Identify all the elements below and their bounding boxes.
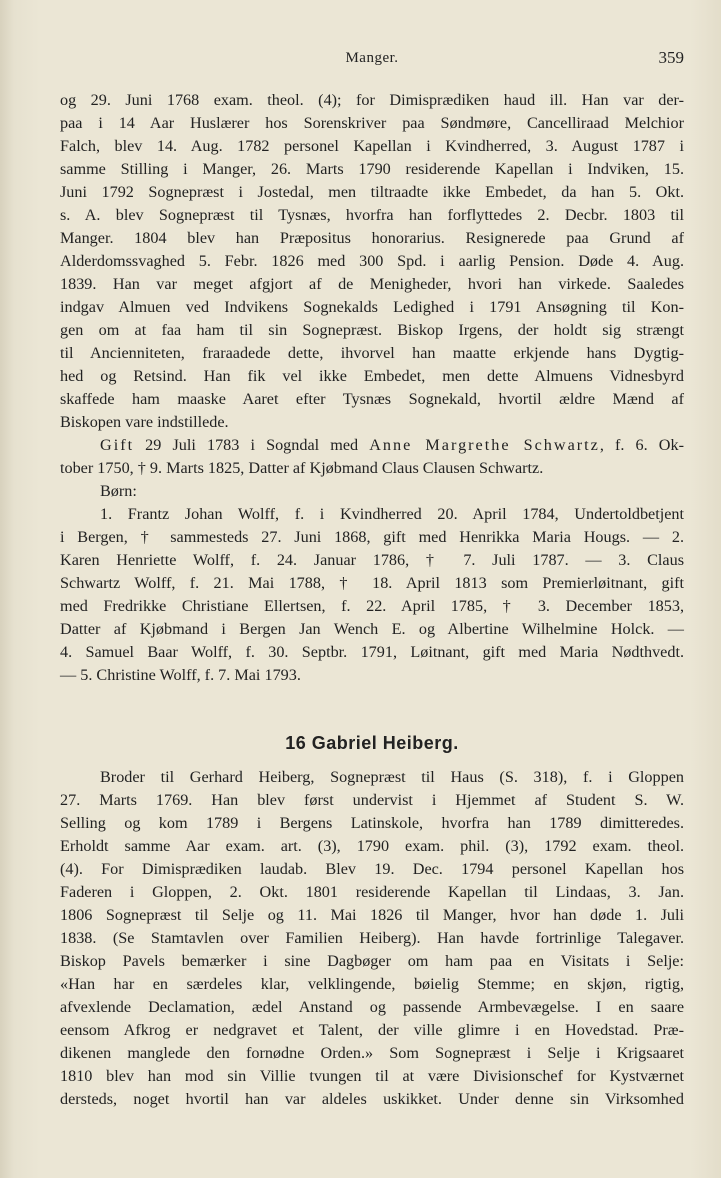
text-line: dersteds, noget hvortil han var aldeles uskikket. Under denne sin Virksomhed [60,1090,684,1108]
text-line: indgav Almuen ved Indvikens Sognekalds Ledighed i 1791 Ansøgning til Kon- [60,298,684,316]
text-line: Erholdt samme Aar exam. art. (3), 1790 exam. phil. (3), 1792 exam. theol. [60,837,684,855]
text-line: med Fredrikke Christiane Ellertsen, f. 22. April 1785, † 3. December 1853, [60,597,684,615]
text-line: dikenen manglede den fornødne Orden.» Som Sognepræst i Selje i Krigsaaret [60,1044,684,1062]
paragraph-heiberg [60,766,684,1111]
text-line: — 5. Christine Wolff, f. 7. Mai 1793. [60,666,301,684]
marriage-line [60,434,684,457]
text-line: afvexlende Declamation, ædel Anstand og passende Armbevægelse. I en saare [60,998,684,1016]
text-line: 1806 Sognepræst til Selje og 11. Mai 1826 til Manger, hvor han døde 1. Juli [60,906,684,924]
text-line: eensom Afkrog er nedgravet et Talent, der ville glimre i en Hovedstad. Præ- [60,1021,684,1039]
text-line: 4. Samuel Baar Wolff, f. 30. Septbr. 1791, Løitnant, gift med Maria Nødthvedt. [60,643,684,661]
text-line: hed og Retsind. Han fik vel ikke Embedet, men dette Almuens Vidnesbyrd [60,367,684,385]
text-line: samme Stilling i Manger, 26. Marts 1790 residerende Kapellan i Indviken, 15. [60,160,684,178]
text-line: 1838. (Se Stamtavlen over Familien Heiberg). Han havde fortrinlige Talegaver. [60,929,684,947]
marriage-text: 29 Juli 1783 i Sogndal med [134,436,370,454]
text-line: gen om at faa ham til sin Sognepræst. Biskop Irgens, der holdt sig strængt [60,321,684,339]
text-line: 1839. Han var meget afgjort af de Menigheder, hvori han virkede. Saaledes [60,275,684,293]
text-line: «Han har en særdeles klar, velklingende, bøielig Stemme; en skjøn, rigtig, [60,975,684,993]
text-line: Alderdomssvaghed 5. Febr. 1826 med 300 Spd. i aarlig Pension. Døde 4. Aug. [60,252,684,270]
text-line: Biskop Pavels bemærker i sine Dagbøger om ham paa en Visitats i Selje: [60,952,684,970]
text-line: Faderen i Gloppen, 2. Okt. 1801 residerende Kapellan til Lindaas, 3. Jan. [60,883,684,901]
text-line: i Bergen, † sammesteds 27. Juni 1868, gift med Henrikka Maria Hougs. — 2. [60,528,684,546]
paragraph-biography [60,89,684,434]
spouse-name: Anne Margrethe Schwartz [369,436,600,454]
section-wolff-text [60,89,684,687]
text-line: Falch, blev 14. Aug. 1782 personel Kapellan i Kvindherred, 3. August 1787 i [60,137,684,155]
text-line: Broder til Gerhard Heiberg, Sognepræst til Haus (S. 318), f. i Gloppen [100,768,684,786]
text-line: s. A. blev Sognepræst til Tysnæs, hvorfra han forflyttedes 2. Decbr. 1803 til [60,206,684,224]
section-heading: 16 Gabriel Heiberg. [285,733,459,753]
text-line: 1. Frantz Johan Wolff, f. i Kvindherred 20. April 1784, Undertoldbetjent [100,505,684,523]
text-line: Datter af Kjøbmand i Bergen Jan Wench E. og Albertine Wilhelmine Holck. — [60,620,684,638]
text-line: Karen Henriette Wolff, f. 24. Januar 1786, † 7. Juli 1787. — 3. Claus [60,551,684,569]
text-line: Manger. 1804 blev han Præpositus honorarius. Resignerede paa Grund af [60,229,684,247]
marriage-line-2: tober 1750, † 9. Marts 1825, Datter af Kjøbmand Claus Clausen Schwartz. [60,459,544,477]
text-line: paa i 14 Aar Huslærer hos Sorenskriver paa Søndmøre, Cancelliraad Melchior [60,114,684,132]
running-header [60,50,684,74]
text-line: og 29. Juni 1768 exam. theol. (4); for Dimisprædiken haud ill. Han var der- [60,91,684,109]
gift-label: Gift [100,436,135,454]
running-title: Manger. [345,50,399,66]
page-number: 359 [658,48,684,67]
text-line: til Ancienniteten, fraraadede dette, ihvorvel han maatte erkjende hans Dygtig- [60,344,684,362]
paragraph-children [60,503,684,687]
section-heiberg-text [60,766,684,1111]
text-line: Schwartz Wolff, f. 21. Mai 1788, † 18. April 1813 som Premierløitnant, gift [60,574,684,592]
marriage-text-end: , f. 6. Ok- [599,436,684,454]
text-line: (4). For Dimisprædiken laudab. Blev 19. Dec. 1794 personel Kapellan hos [60,860,684,878]
children-label: Børn: [100,482,137,500]
text-line: 1810 blev han mod sin Villie tvungen til at være Divisionschef for Kystværnet [60,1067,684,1085]
text-line: Selling og kom 1789 i Bergens Latinskole, hvorfra han 1789 dimitteredes. [60,814,684,832]
text-line: Juni 1792 Sognepræst i Jostedal, men tiltraadte ikke Embedet, da han 5. Okt. [60,183,684,201]
text-line: Biskopen vare indstillede. [60,413,229,431]
text-line: 27. Marts 1769. Han blev først undervist i Hjemmet af Student S. W. [60,791,684,809]
text-line: skaffede ham maaske Aaret efter Tysnæs Sognekald, hvortil ældre Mænd af [60,390,684,408]
